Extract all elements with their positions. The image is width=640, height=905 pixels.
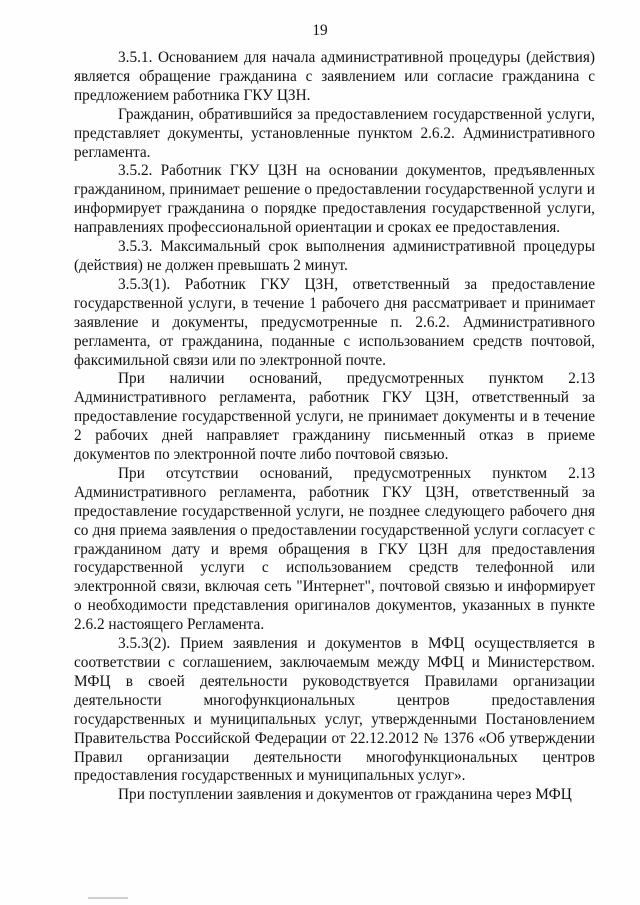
page-number: 19 [312,22,328,39]
paragraph-citizen-documents: Гражданин, обратившийся за предоставлением государственной услуги, представляет документы, установленные пунктом 2.6.2. Административного регламента. [74,105,595,161]
paragraph-3-5-1: 3.5.1. Основанием для начала административной процедуры (действия) является обращение гражданина с заявлением или согласие гражданина с предложением работника ГКУ ЦЗН. [74,49,595,104]
paragraph-3-5-2: 3.5.2. Работник ГКУ ЦЗН на основании документов, предъявленных гражданином, принимает решение о предоставлении государственной услуги и информирует гражданина о порядке предоставления государственной услуги, направлениях профессиональной ориентации и сроках ее предоставления. [74,162,595,237]
paragraph-refusal-grounds: При наличии оснований, предусмотренных пунктом 2.13 Административного регламента, работник ГКУ ЦЗН, ответственный за предоставление государственной услуги, не принимает документы и в течение 2 рабочих дней направляет гражданину письменный отказ в приеме документов по электронной почте либо почтовой связью. [74,370,595,464]
paragraph-3-5-3-2: 3.5.3(2). Прием заявления и документов в МФЦ осуществляется в соответствии с соглашением, заключаемым между МФЦ и Министерством. МФЦ в своей деятельности руководствуется Правилами организации деятельности многофункциональных центров предоставления государственных и муниципальных услуг, утвержденными Постановлением Правительства Российской Федерации от 22.12.2012 № 1376 «Об утверждении Правил организации деятельности многофункциональных центров предоставления государственных и муниципальных услуг». [74,635,595,785]
paragraph-3-5-3: 3.5.3. Максимальный срок выполнения административной процедуры (действия) не должен превышать 2 минут. [74,238,595,274]
paragraph-3-5-3-1: 3.5.3(1). Работник ГКУ ЦЗН, ответственный за предоставление государственной услуги, в течение 1 рабочего дня рассматривает и принимает заявление и документы, предусмотренные п. 2.6.2. Административного регламента, от гражданина, поданные с использованием средств почтовой, факсимильной связи или по электронной почте. [74,275,595,369]
paragraph-no-refusal-grounds: При отсутствии оснований, предусмотренных пунктом 2.13 Административного регламента, работник ГКУ ЦЗН, ответственный за предоставление государственной услуги, не позднее следующего рабочего дня со дня приема заявления о предоставлении государственной услуги согласует с гражданином дату и время обращения в ГКУ ЦЗН для предоставления государственной услуги с использованием средств телефонной или электронной связи, включая сеть "Интернет", почтовой связью и информирует о необходимости представления оригиналов документов, указанных в пункте 2.6.2 настоящего Регламента. [74,464,595,634]
scan-edge-mark [88,897,128,899]
paragraph-mfc-submission: При поступлении заявления и документов от гражданина через МФЦ [118,786,572,804]
document-body [74,49,595,805]
